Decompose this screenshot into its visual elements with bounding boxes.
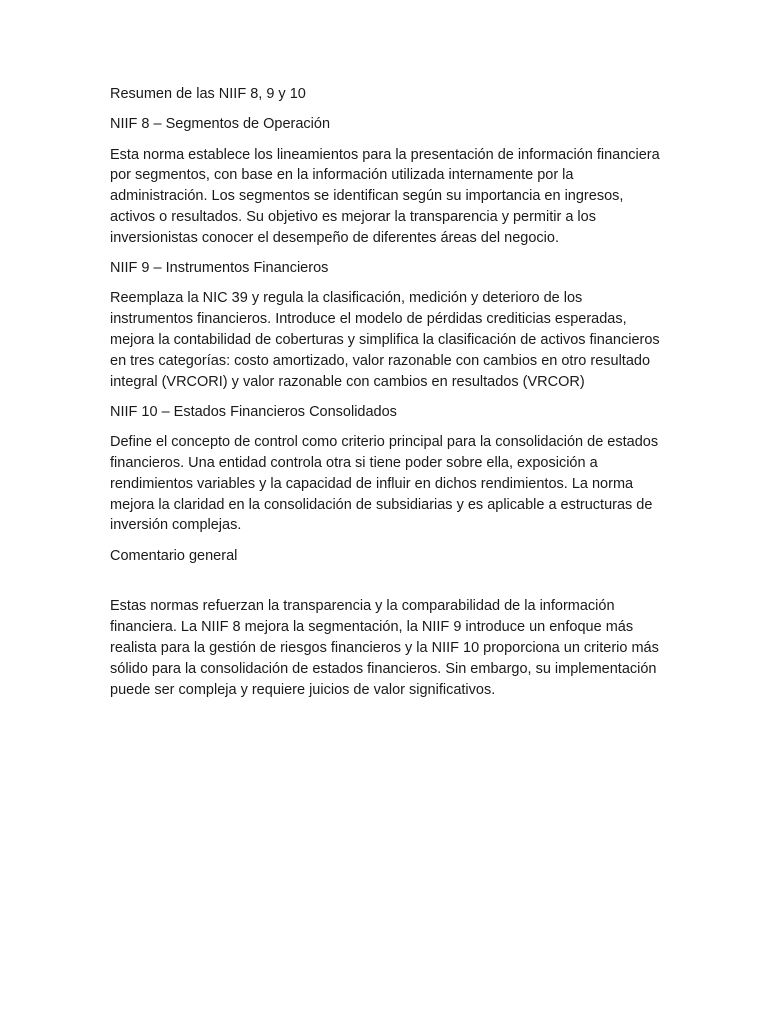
section-body-niif-8: Esta norma establece los lineamientos para la presentación de información financiera por segmentos, con base en la información utilizada internamente por la administración. Los segmentos se identifican según su importancia en ingresos, activos o resultados. Su objetivo es mejorar la transparencia y permitir a los inversionistas conocer el desempeño de diferentes áreas del negocio. (110, 146, 660, 246)
document-content (110, 84, 662, 710)
section-body-niif-10: Define el concepto de control como criterio principal para la consolidación de estados financieros. Una entidad controla otra si tiene poder sobre ella, exposición a rendimientos variables y la capacidad de influir en dichos rendimientos. La norma mejora la claridad en la consolidación de subsidiarias y es aplicable a estructuras de inversión complejas. (110, 434, 659, 534)
document-title: Resumen de las NIIF 8, 9 y 10 (110, 86, 306, 102)
section-body-comentario: Estas normas refuerzan la transparencia y la comparabilidad de la información financiera. La NIIF 8 mejora la segmentación, la NIIF 9 introduce un enfoque más realista para la gestión de riesgos financieros y la NIIF 10 proporciona un criterio más sólido para la consolidación de estados financieros. Sin embargo, su implementación puede ser compleja y requiere juicios de valor significativos. (110, 598, 659, 698)
section-heading-niif-9: NIIF 9 – Instrumentos Financieros (110, 260, 329, 277)
section-heading-niif-8: NIIF 8 – Segmentos de Operación (110, 116, 331, 133)
section-body-niif-9: Reemplaza la NIC 39 y regula la clasificación, medición y deterioro de los instrumentos financieros. Introduce el modelo de pérdidas crediticias esperadas, mejora la contabilidad de coberturas y simplifica la clasificación de activos financieros en tres categorías: costo amortizado, valor razonable con cambios en otro resultado integral (VRCORI) y valor razonable con cambios en resultados (VRCOR) (110, 290, 660, 390)
section-heading-comentario: Comentario general (110, 547, 238, 564)
section-heading-niif-10: NIIF 10 – Estados Financieros Consolidados (110, 403, 397, 420)
